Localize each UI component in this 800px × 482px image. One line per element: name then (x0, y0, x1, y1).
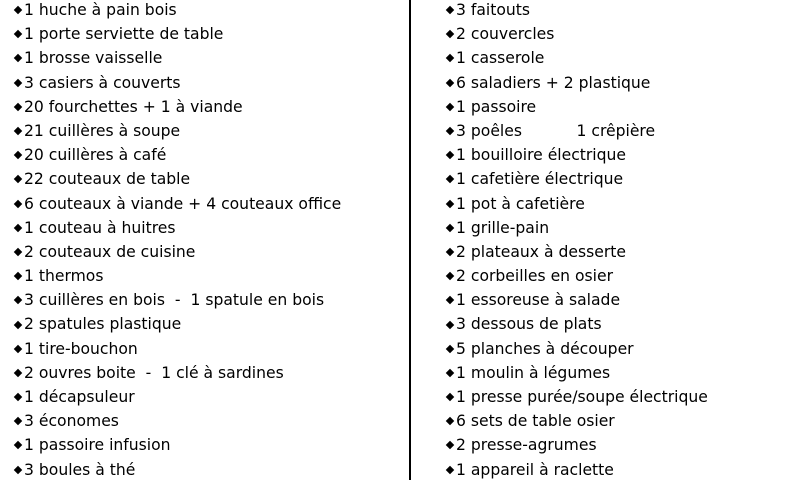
diamond-bullet-icon (14, 30, 22, 38)
list-item-text: 1 pot à cafetière (456, 194, 585, 213)
list-item-text: 2 ouvres boite - 1 clé à sardines (24, 363, 284, 382)
list-item (446, 119, 796, 143)
list-item (446, 264, 796, 288)
list-item (14, 240, 406, 264)
list-item (14, 288, 406, 312)
diamond-bullet-icon (446, 224, 454, 232)
list-item (14, 119, 406, 143)
list-item-text: 2 couvercles (456, 25, 555, 44)
diamond-bullet-icon (446, 344, 454, 352)
list-item (14, 192, 406, 216)
list-item-text: 3 cuillères en bois - 1 spatule en bois (24, 291, 325, 310)
list-item-text: 2 corbeilles en osier (456, 267, 614, 286)
list-item-text: 2 plateaux à desserte (456, 242, 626, 261)
list-item-text: 2 spatules plastique (24, 315, 182, 334)
list-item-text: 3 économes (24, 412, 119, 431)
left-column-list (14, 0, 406, 482)
list-item (446, 143, 796, 167)
list-item (446, 22, 796, 46)
list-item (446, 216, 796, 240)
list-item-text: 1 tire-bouchon (24, 339, 138, 358)
list-item-text: 2 couteaux de cuisine (24, 242, 196, 261)
column-divider (409, 0, 411, 480)
diamond-bullet-icon (446, 320, 454, 328)
list-item-text: 21 cuillères à soupe (24, 121, 181, 140)
diamond-bullet-icon (14, 393, 22, 401)
diamond-bullet-icon (14, 175, 22, 183)
diamond-bullet-icon (446, 393, 454, 401)
list-item-text: 1 couteau à huitres (24, 218, 176, 237)
list-item-text: 1 brosse vaisselle (24, 49, 163, 68)
diamond-bullet-icon (446, 175, 454, 183)
diamond-bullet-icon (446, 296, 454, 304)
diamond-bullet-icon (14, 103, 22, 111)
list-item (14, 71, 406, 95)
diamond-bullet-icon (14, 224, 22, 232)
list-item (446, 433, 796, 457)
list-item-text: 1 essoreuse à salade (456, 291, 621, 310)
diamond-bullet-icon (14, 151, 22, 159)
diamond-bullet-icon (446, 465, 454, 473)
right-column-list (446, 0, 796, 482)
list-item-text: 1 appareil à raclette (456, 460, 614, 479)
list-item-text: 1 cafetière électrique (456, 170, 624, 189)
list-item (14, 46, 406, 70)
list-item (446, 361, 796, 385)
list-item-text: 1 bouilloire électrique (456, 146, 627, 165)
list-item (446, 192, 796, 216)
diamond-bullet-icon (446, 151, 454, 159)
list-item (14, 216, 406, 240)
list-item-text: 6 sets de table osier (456, 412, 615, 431)
list-item-text: 1 presse purée/soupe électrique (456, 388, 708, 406)
list-item-text: 3 faitouts (456, 1, 531, 19)
list-item (446, 337, 796, 361)
list-item-text: 2 presse-agrumes (456, 436, 597, 455)
list-item (14, 22, 406, 46)
diamond-bullet-icon (446, 54, 454, 62)
list-item-text: 3 poêles 1 crêpière (456, 121, 656, 140)
list-item (446, 409, 796, 433)
list-item-text: 6 saladiers + 2 plastique (456, 73, 651, 92)
diamond-bullet-icon (14, 369, 22, 377)
diamond-bullet-icon (446, 248, 454, 256)
list-item-text: 1 grille-pain (456, 218, 550, 237)
list-item (446, 288, 796, 312)
list-item (14, 312, 406, 336)
list-item-text: 6 couteaux à viande + 4 couteaux office (24, 194, 342, 213)
list-item-text: 22 couteaux de table (24, 170, 191, 189)
diamond-bullet-icon (14, 199, 22, 207)
diamond-bullet-icon (446, 199, 454, 207)
list-item (14, 409, 406, 433)
list-item-text: 20 cuillères à café (24, 146, 167, 165)
list-item (446, 167, 796, 191)
diamond-bullet-icon (14, 272, 22, 280)
diamond-bullet-icon (446, 272, 454, 280)
list-item-text: 1 casserole (456, 49, 545, 68)
list-item (14, 143, 406, 167)
diamond-bullet-icon (14, 296, 22, 304)
diamond-bullet-icon (446, 417, 454, 425)
list-item (446, 71, 796, 95)
list-item (446, 458, 796, 482)
list-item (14, 433, 406, 457)
list-item (446, 46, 796, 70)
list-item (14, 337, 406, 361)
diamond-bullet-icon (14, 441, 22, 449)
diamond-bullet-icon (446, 103, 454, 111)
diamond-bullet-icon (14, 320, 22, 328)
diamond-bullet-icon (14, 127, 22, 135)
list-item (14, 361, 406, 385)
diamond-bullet-icon (14, 344, 22, 352)
diamond-bullet-icon (446, 127, 454, 135)
list-item (14, 264, 406, 288)
diamond-bullet-icon (446, 78, 454, 86)
list-item-text: 1 thermos (24, 267, 104, 286)
list-item-text: 3 boules à thé (24, 460, 136, 479)
list-item-text: 1 porte serviette de table (24, 25, 224, 44)
diamond-bullet-icon (14, 248, 22, 256)
list-item (446, 385, 796, 409)
list-item (14, 458, 406, 482)
list-item (446, 312, 796, 336)
list-item (14, 167, 406, 191)
diamond-bullet-icon (446, 369, 454, 377)
diamond-bullet-icon (14, 417, 22, 425)
list-item (14, 0, 406, 22)
list-item (446, 95, 796, 119)
list-item (14, 385, 406, 409)
diamond-bullet-icon (14, 78, 22, 86)
diamond-bullet-icon (446, 30, 454, 38)
diamond-bullet-icon (14, 54, 22, 62)
diamond-bullet-icon (446, 441, 454, 449)
list-item-text: 1 huche à pain bois (24, 1, 177, 19)
list-item-text: 20 fourchettes + 1 à viande (24, 97, 243, 116)
list-item-text: 1 passoire (456, 97, 537, 116)
list-item-text: 3 dessous de plats (456, 315, 602, 334)
list-item-text: 1 moulin à légumes (456, 363, 611, 382)
list-item (446, 0, 796, 22)
list-item-text: 1 décapsuleur (24, 388, 135, 406)
diamond-bullet-icon (446, 6, 454, 14)
list-item (446, 240, 796, 264)
list-item-text: 1 passoire infusion (24, 436, 171, 455)
list-item (14, 95, 406, 119)
diamond-bullet-icon (14, 6, 22, 14)
diamond-bullet-icon (14, 465, 22, 473)
list-item-text: 3 casiers à couverts (24, 73, 181, 92)
list-item-text: 5 planches à découper (456, 339, 634, 358)
